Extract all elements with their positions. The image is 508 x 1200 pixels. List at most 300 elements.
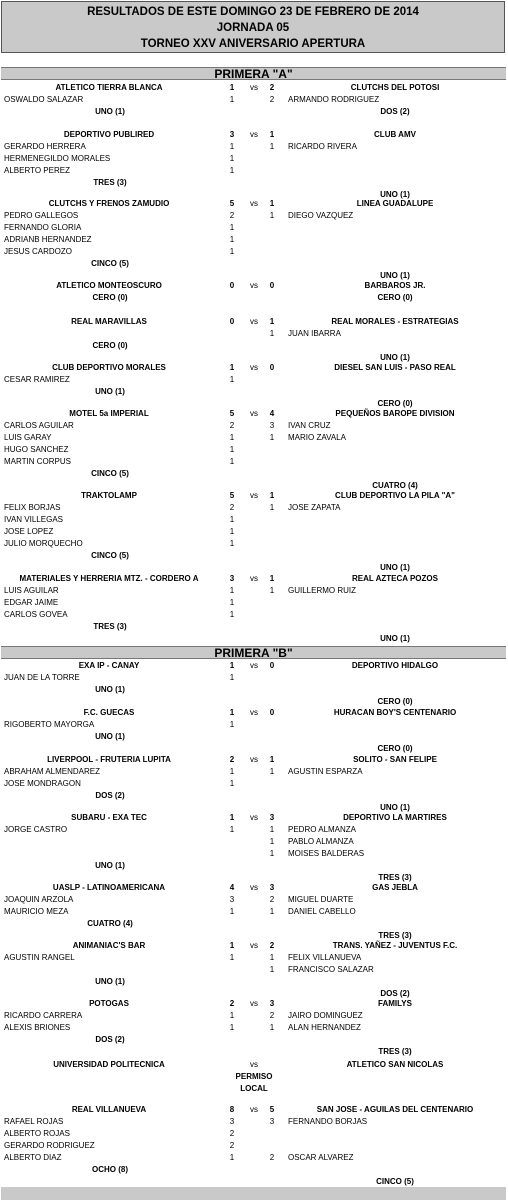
away-scorer: MARIO ZAVALA xyxy=(288,433,346,442)
home-scorer: FERNANDO GLORIA xyxy=(4,223,82,232)
home-score-words: CINCO (5) xyxy=(91,551,129,560)
vs-label: vs xyxy=(250,661,258,670)
home-goals: 1 xyxy=(229,825,235,834)
home-team: REAL MARAVILLAS xyxy=(71,317,147,326)
home-score-words: UNO (1) xyxy=(95,732,125,741)
vs-label: vs xyxy=(250,755,258,764)
away-team: CLUB DEPORTIVO LA PILA "A" xyxy=(335,491,455,500)
home-score: 1 xyxy=(229,941,235,950)
scorer-row xyxy=(0,1152,508,1164)
away-score: 5 xyxy=(269,1105,275,1114)
home-scorer: GERARDO RODRIGUEZ xyxy=(4,1141,95,1150)
scorer-row xyxy=(0,836,508,848)
home-words-row xyxy=(0,1034,508,1046)
home-team: CLUTCHS Y FRENOS ZAMUDIO xyxy=(48,199,170,208)
home-score: 5 xyxy=(229,409,235,418)
scorer-row xyxy=(0,609,508,621)
scorer-row xyxy=(0,1010,508,1022)
home-words-row xyxy=(0,258,508,270)
match-row xyxy=(0,754,508,766)
scorer-row xyxy=(0,165,508,177)
home-goals: 1 xyxy=(229,539,235,548)
away-score: 1 xyxy=(269,755,275,764)
section-title: PRIMERA "B" xyxy=(1,646,506,659)
away-scorer: PABLO ALMANZA xyxy=(288,837,354,846)
away-goals: 1 xyxy=(269,953,275,962)
home-words-row xyxy=(0,684,508,696)
match-row xyxy=(0,490,508,502)
home-words-row xyxy=(0,177,508,189)
home-words-row xyxy=(0,790,508,802)
home-team: CLUB DEPORTIVO MORALES xyxy=(52,363,166,372)
away-team: BARBAROS JR. xyxy=(364,281,426,290)
home-goals: 2 xyxy=(229,1129,235,1138)
home-score: 1 xyxy=(229,661,235,670)
away-scorer: ARMANDO RODRIGUEZ xyxy=(288,95,380,104)
home-score-words: CINCO (5) xyxy=(91,259,129,268)
scorer-row xyxy=(0,328,508,340)
home-score: 5 xyxy=(229,491,235,500)
away-scorer: FELIX VILLANUEVA xyxy=(288,953,362,962)
away-score: 2 xyxy=(269,83,275,92)
away-team: DIESEL SAN LUIS - PASO REAL xyxy=(334,363,456,372)
away-score-words: CERO (0) xyxy=(377,399,413,408)
home-goals: 1 xyxy=(229,375,235,384)
away-goals: 1 xyxy=(269,825,275,834)
away-score: 4 xyxy=(269,409,275,418)
header-title: RESULTADOS DE ESTE DOMINGO 23 DE FEBRERO DE 2014 xyxy=(87,6,419,18)
scorer-row xyxy=(0,1140,508,1152)
match-row xyxy=(0,82,508,94)
home-scorer: LUIS AGUILAR xyxy=(4,586,59,595)
away-score: 3 xyxy=(269,813,275,822)
home-score-words: UNO (1) xyxy=(95,107,125,116)
home-words-row xyxy=(0,860,508,872)
away-goals: 1 xyxy=(269,849,275,858)
header-matchday: JORNADA 05 xyxy=(216,22,290,34)
home-score: 2 xyxy=(229,755,235,764)
home-score: 8 xyxy=(229,1105,235,1114)
home-scorer: ALBERTO ROJAS xyxy=(4,1129,70,1138)
home-scorer: JESUS CARDOZO xyxy=(4,247,73,256)
away-goals: 1 xyxy=(269,586,275,595)
away-score-words: CUATRO (4) xyxy=(372,481,418,490)
match-note: LOCAL xyxy=(240,1084,268,1093)
away-score-words: CERO (0) xyxy=(377,293,413,302)
home-scorer: EDGAR JAIME xyxy=(4,598,59,607)
away-score: 1 xyxy=(269,199,275,208)
home-words-row xyxy=(0,731,508,743)
home-team: EXA IP - CANAY xyxy=(78,661,140,670)
home-score: 4 xyxy=(229,883,235,892)
footer-bar xyxy=(1,1187,506,1200)
home-score: 0 xyxy=(229,317,235,326)
home-goals: 1 xyxy=(229,527,235,536)
scorer-row xyxy=(0,906,508,918)
vs-label: vs xyxy=(250,199,258,208)
home-scorer: ALEXIS BRIONES xyxy=(4,1023,71,1032)
scorer-row xyxy=(0,597,508,609)
vs-label: vs xyxy=(250,130,258,139)
home-words-row xyxy=(0,976,508,988)
home-scorer: HUGO SANCHEZ xyxy=(4,445,69,454)
home-scorer: JOSE MONDRAGON xyxy=(4,779,81,788)
home-score-words: CUATRO (4) xyxy=(87,919,133,928)
home-goals: 1 xyxy=(229,767,235,776)
home-team: ANIMANIAC'S BAR xyxy=(72,941,146,950)
match-row xyxy=(0,129,508,141)
home-goals: 2 xyxy=(229,1141,235,1150)
match-row xyxy=(0,316,508,328)
away-goals: 1 xyxy=(269,433,275,442)
home-score: 2 xyxy=(229,999,235,1008)
away-scorer: PEDRO ALMANZA xyxy=(288,825,357,834)
home-team: SUBARU - EXA TEC xyxy=(71,813,147,822)
home-goals: 1 xyxy=(229,720,235,729)
away-team: FAMILYS xyxy=(378,999,412,1008)
home-score-words: UNO (1) xyxy=(95,387,125,396)
vs-label: vs xyxy=(250,1060,258,1069)
home-goals: 1 xyxy=(229,1153,235,1162)
away-score: 1 xyxy=(269,491,275,500)
results-header xyxy=(1,1,505,53)
away-scorer: DANIEL CABELLO xyxy=(288,907,356,916)
away-goals: 1 xyxy=(269,211,275,220)
match-row xyxy=(0,573,508,585)
vs-label: vs xyxy=(250,708,258,717)
away-goals: 1 xyxy=(269,965,275,974)
home-goals: 2 xyxy=(229,211,235,220)
scorer-row xyxy=(0,502,508,514)
away-team: DEPORTIVO HIDALGO xyxy=(351,661,439,670)
home-scorer: RAFAEL ROJAS xyxy=(4,1117,64,1126)
home-score-words: UNO (1) xyxy=(95,861,125,870)
home-scorer: JOAQUIN ARZOLA xyxy=(4,895,74,904)
away-goals: 1 xyxy=(269,1023,275,1032)
away-goals: 1 xyxy=(269,907,275,916)
scorer-row xyxy=(0,153,508,165)
home-scorer: CARLOS GOVEA xyxy=(4,610,68,619)
away-score: 1 xyxy=(269,130,275,139)
away-scorer: AGUSTIN ESPARZA xyxy=(288,767,363,776)
away-goals: 2 xyxy=(269,895,275,904)
away-score: 0 xyxy=(269,363,275,372)
vs-label: vs xyxy=(250,1105,258,1114)
away-goals: 2 xyxy=(269,1153,275,1162)
away-team: PEQUEÑOS BAROPE DIVISION xyxy=(335,409,455,418)
match-note-row xyxy=(0,1071,508,1083)
vs-label: vs xyxy=(250,317,258,326)
away-score: 3 xyxy=(269,883,275,892)
match-row xyxy=(0,882,508,894)
home-goals: 1 xyxy=(229,247,235,256)
away-score-words: CERO (0) xyxy=(377,697,413,706)
away-team: REAL MORALES - ESTRATEGIAS xyxy=(331,317,459,326)
vs-label: vs xyxy=(250,409,258,418)
home-goals: 3 xyxy=(229,895,235,904)
home-goals: 2 xyxy=(229,421,235,430)
home-scorer: OSWALDO SALAZAR xyxy=(4,95,84,104)
home-scorer: LUIS GARAY xyxy=(4,433,52,442)
vs-label: vs xyxy=(250,883,258,892)
match-row xyxy=(0,812,508,824)
vs-label: vs xyxy=(250,281,258,290)
home-score-words: DOS (2) xyxy=(95,791,125,800)
home-scorer: CESAR RAMIREZ xyxy=(4,375,70,384)
home-score-words: TRES (3) xyxy=(93,178,127,187)
home-score-words: DOS (2) xyxy=(95,1035,125,1044)
home-scorer: HERMENEGILDO MORALES xyxy=(4,154,111,163)
score-words-row xyxy=(0,106,508,118)
home-score-words: TRES (3) xyxy=(93,622,127,631)
vs-label: vs xyxy=(250,83,258,92)
vs-label: vs xyxy=(250,574,258,583)
home-scorer: PEDRO GALLEGOS xyxy=(4,211,79,220)
away-scorer: DIEGO VAZQUEZ xyxy=(288,211,354,220)
home-words-row xyxy=(0,550,508,562)
home-goals: 2 xyxy=(229,503,235,512)
match-row xyxy=(0,1059,508,1071)
scorer-row xyxy=(0,234,508,246)
home-team: REAL VILLANUEVA xyxy=(71,1105,147,1114)
home-words-row xyxy=(0,1164,508,1176)
home-score-words: CERO (0) xyxy=(92,341,128,350)
away-team: SAN JOSE - AGUILAS DEL CENTENARIO xyxy=(316,1105,474,1114)
away-score: 1 xyxy=(269,317,275,326)
home-team: ATLETICO MONTEOSCURO xyxy=(56,281,162,290)
home-scorer: ADRIANB HERNANDEZ xyxy=(4,235,92,244)
home-scorer: JUAN DE LA TORRE xyxy=(4,673,80,682)
home-team: LIVERPOOL - FRUTERIA LUPITA xyxy=(47,755,171,764)
away-scorer: MIGUEL DUARTE xyxy=(288,895,354,904)
home-score: 0 xyxy=(229,281,235,290)
away-score: 1 xyxy=(269,574,275,583)
home-scorer: JORGE CASTRO xyxy=(4,825,68,834)
home-score: 1 xyxy=(229,708,235,717)
home-scorer: ABRAHAM ALMENDAREZ xyxy=(4,767,101,776)
match-row xyxy=(0,707,508,719)
scorer-row xyxy=(0,1128,508,1140)
vs-label: vs xyxy=(250,941,258,950)
home-words-row xyxy=(0,468,508,480)
home-score: 3 xyxy=(229,130,235,139)
match-row xyxy=(0,280,508,292)
home-team: POTOGAS xyxy=(89,999,129,1008)
home-goals: 1 xyxy=(229,457,235,466)
scorer-row xyxy=(0,824,508,836)
away-team: HURACAN BOY'S CENTENARIO xyxy=(333,708,457,717)
home-scorer: JOSE LOPEZ xyxy=(4,527,54,536)
away-goals: 1 xyxy=(269,142,275,151)
away-scorer: JOSE ZAPATA xyxy=(288,503,341,512)
away-team: REAL AZTECA POZOS xyxy=(352,574,438,583)
home-score-words: CINCO (5) xyxy=(91,469,129,478)
away-score-words: UNO (1) xyxy=(380,190,410,199)
away-team: TRANS. YAÑEZ - JUVENTUS F.C. xyxy=(332,941,458,950)
home-scorer: RIGOBERTO MAYORGA xyxy=(4,720,95,729)
scorer-row xyxy=(0,374,508,386)
away-team: CLUB AMV xyxy=(374,130,416,139)
home-team: MATERIALES Y HERRERIA MTZ. - CORDERO A xyxy=(19,574,199,583)
away-score-words: TRES (3) xyxy=(378,873,412,882)
home-goals: 1 xyxy=(229,610,235,619)
away-score-words: UNO (1) xyxy=(380,803,410,812)
home-scorer: JULIO MORQUECHO xyxy=(4,539,83,548)
away-scorer: JAIRO DOMINGUEZ xyxy=(288,1011,363,1020)
away-scorer: IVAN CRUZ xyxy=(288,421,331,430)
away-scorer: MOISES BALDERAS xyxy=(288,849,365,858)
away-score: 0 xyxy=(269,281,275,290)
home-team: ATLETICO TIERRA BLANCA xyxy=(55,83,163,92)
home-team: MOTEL 5a IMPERIAL xyxy=(69,409,149,418)
scorer-row xyxy=(0,585,508,597)
away-score: 0 xyxy=(269,708,275,717)
scorer-row xyxy=(0,672,508,684)
away-team: DEPORTIVO LA MARTIRES xyxy=(343,813,447,822)
scorer-row xyxy=(0,420,508,432)
home-goals: 1 xyxy=(229,953,235,962)
score-words-row xyxy=(0,292,508,304)
home-team: F.C. GUECAS xyxy=(83,708,135,717)
scorer-row xyxy=(0,778,508,790)
scorer-row xyxy=(0,222,508,234)
scorer-row xyxy=(0,444,508,456)
away-goals: 3 xyxy=(269,1117,275,1126)
away-goals: 2 xyxy=(269,95,275,104)
home-score-words: UNO (1) xyxy=(95,977,125,986)
home-scorer: IVAN VILLEGAS xyxy=(4,515,63,524)
away-scorer: FERNANDO BORJAS xyxy=(288,1117,368,1126)
away-team: SOLITO - SAN FELIPE xyxy=(353,755,437,764)
home-score: 3 xyxy=(229,574,235,583)
home-score-words: UNO (1) xyxy=(95,685,125,694)
home-score: 5 xyxy=(229,199,235,208)
home-goals: 1 xyxy=(229,235,235,244)
away-score-words: UNO (1) xyxy=(380,634,410,643)
match-note: PERMISO xyxy=(235,1072,273,1081)
home-words-row xyxy=(0,918,508,930)
scorer-row xyxy=(0,766,508,778)
match-row xyxy=(0,408,508,420)
home-scorer: FELIX BORJAS xyxy=(4,503,61,512)
scorer-row xyxy=(0,719,508,731)
away-score-words: TRES (3) xyxy=(378,931,412,940)
away-goals: 1 xyxy=(269,837,275,846)
match-row xyxy=(0,1104,508,1116)
away-score: 0 xyxy=(269,661,275,670)
away-scorer: ALAN HERNANDEZ xyxy=(288,1023,361,1032)
match-row xyxy=(0,362,508,374)
match-row xyxy=(0,998,508,1010)
home-goals: 1 xyxy=(229,166,235,175)
away-team: GAS JEBLA xyxy=(372,883,418,892)
scorer-row xyxy=(0,210,508,222)
vs-label: vs xyxy=(250,999,258,1008)
scorer-row xyxy=(0,94,508,106)
away-score: 3 xyxy=(269,999,275,1008)
home-goals: 1 xyxy=(229,515,235,524)
home-goals: 1 xyxy=(229,586,235,595)
home-team: UASLP - LATINOAMERICANA xyxy=(52,883,166,892)
away-scorer: OSCAR ALVAREZ xyxy=(288,1153,354,1162)
home-score: 1 xyxy=(229,363,235,372)
scorer-row xyxy=(0,526,508,538)
header-tournament: TORNEO XXV ANIVERSARIO APERTURA xyxy=(140,38,366,50)
home-words-row xyxy=(0,386,508,398)
home-scorer: ALBERTO PEREZ xyxy=(4,166,70,175)
away-scorer: RICARDO RIVERA xyxy=(288,142,357,151)
home-score-words: OCHO (8) xyxy=(92,1165,128,1174)
vs-label: vs xyxy=(250,491,258,500)
away-score-words: CINCO (5) xyxy=(376,1177,414,1186)
match-row xyxy=(0,198,508,210)
scorer-row xyxy=(0,848,508,860)
home-scorer: CARLOS AGUILAR xyxy=(4,421,74,430)
scorer-row xyxy=(0,246,508,258)
home-goals: 1 xyxy=(229,142,235,151)
home-score: 1 xyxy=(229,813,235,822)
match-note-row xyxy=(0,1083,508,1095)
scorer-row xyxy=(0,141,508,153)
home-scorer: MAURICIO MEZA xyxy=(4,907,69,916)
away-goals: 1 xyxy=(269,329,275,338)
away-goals: 3 xyxy=(269,421,275,430)
home-team: DEPORTIVO PUBLIRED xyxy=(63,130,155,139)
scorer-row xyxy=(0,432,508,444)
home-goals: 1 xyxy=(229,598,235,607)
home-goals: 1 xyxy=(229,779,235,788)
home-goals: 1 xyxy=(229,1011,235,1020)
scorer-row xyxy=(0,1116,508,1128)
section-title: PRIMERA "A" xyxy=(1,67,506,80)
away-score-words: TRES (3) xyxy=(378,1047,412,1056)
away-score-words: UNO (1) xyxy=(380,271,410,280)
home-goals: 1 xyxy=(229,433,235,442)
scorer-row xyxy=(0,514,508,526)
home-scorer: GERARDO HERRERA xyxy=(4,142,86,151)
away-goals: 1 xyxy=(269,767,275,776)
home-words-row xyxy=(0,621,508,633)
away-words-row xyxy=(0,1046,508,1058)
away-score: 2 xyxy=(269,941,275,950)
home-goals: 3 xyxy=(229,1117,235,1126)
home-goals: 1 xyxy=(229,95,235,104)
scorer-row xyxy=(0,1022,508,1034)
home-scorer: MARTIN CORPUS xyxy=(4,457,71,466)
home-score: 1 xyxy=(229,83,235,92)
away-score-words: UNO (1) xyxy=(380,563,410,572)
away-scorer: JUAN IBARRA xyxy=(288,329,341,338)
away-team: LINEA GUADALUPE xyxy=(356,199,434,208)
match-row xyxy=(0,940,508,952)
away-scorer: FRANCISCO SALAZAR xyxy=(288,965,374,974)
away-goals: 2 xyxy=(269,1011,275,1020)
home-goals: 1 xyxy=(229,673,235,682)
home-goals: 1 xyxy=(229,223,235,232)
home-words-row xyxy=(0,340,508,352)
away-score-words: CERO (0) xyxy=(377,744,413,753)
scorer-row xyxy=(0,952,508,964)
home-scorer: ALBERTO DIAZ xyxy=(4,1153,62,1162)
away-score-words: DOS (2) xyxy=(380,107,410,116)
away-team: ATLETICO SAN NICOLAS xyxy=(346,1060,444,1069)
home-goals: 1 xyxy=(229,445,235,454)
vs-label: vs xyxy=(250,813,258,822)
away-score-words: DOS (2) xyxy=(380,989,410,998)
away-words-row xyxy=(0,633,508,645)
home-scorer: RICARDO CARRERA xyxy=(4,1011,83,1020)
scorer-row xyxy=(0,456,508,468)
